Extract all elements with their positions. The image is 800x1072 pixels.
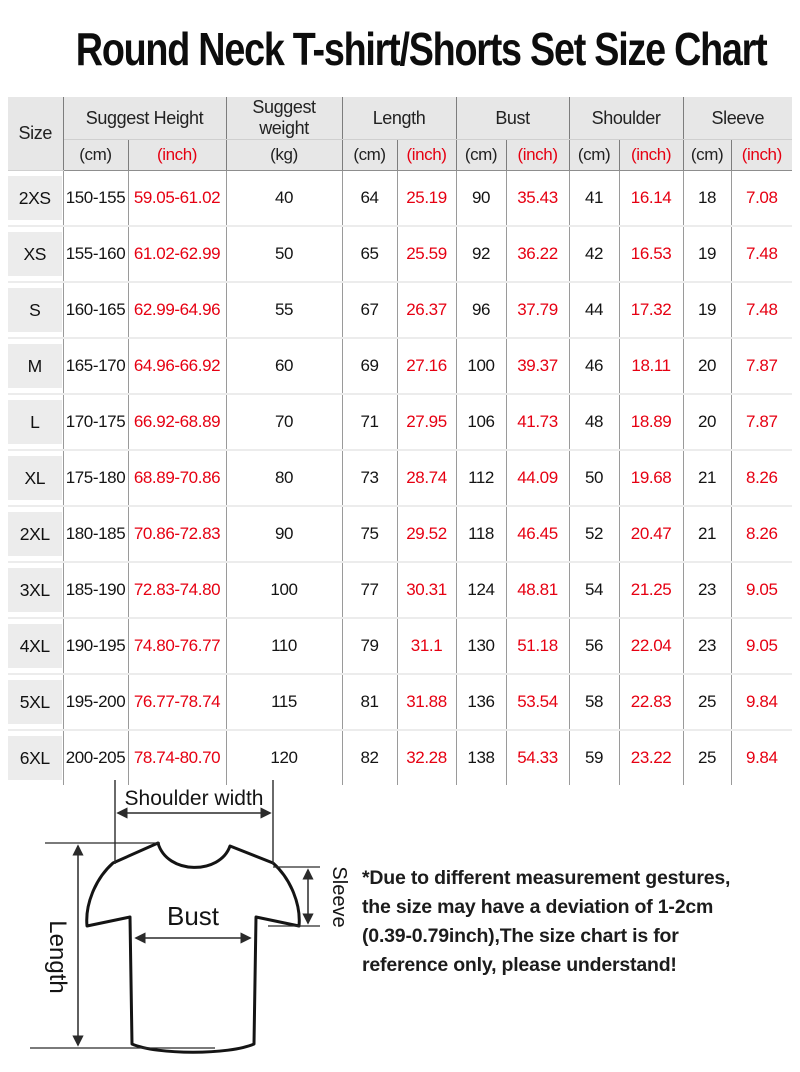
value-cell: 18.89 xyxy=(619,394,683,450)
unit-length-cm: (cm) xyxy=(342,140,397,171)
value-cell: 80 xyxy=(226,450,342,506)
value-cell: 71 xyxy=(342,394,397,450)
value-cell: 65 xyxy=(342,226,397,282)
size-label: M xyxy=(8,344,62,388)
unit-bust-inch: (inch) xyxy=(506,140,569,171)
table-row xyxy=(8,226,792,282)
value-cell: 76.77-78.74 xyxy=(128,674,226,730)
bust-label: Bust xyxy=(166,901,220,931)
value-cell: 82 xyxy=(342,730,397,785)
value-cell: 112 xyxy=(456,450,506,506)
value-cell: 160-165 xyxy=(63,282,128,338)
measurement-note xyxy=(362,864,792,980)
value-cell: 64.96-66.92 xyxy=(128,338,226,394)
table-row xyxy=(8,618,792,674)
size-cell xyxy=(8,282,63,338)
tshirt-measurement-diagram xyxy=(20,778,365,1070)
value-cell: 18.11 xyxy=(619,338,683,394)
note-line-3: (0.39-0.79inch),The size chart is for xyxy=(362,925,679,947)
table-row xyxy=(8,674,792,730)
value-cell: 22.04 xyxy=(619,618,683,674)
value-cell: 48.81 xyxy=(506,562,569,618)
value-cell: 51.18 xyxy=(506,618,569,674)
size-label: 6XL xyxy=(8,736,62,780)
value-cell: 90 xyxy=(226,506,342,562)
value-cell: 19 xyxy=(683,282,731,338)
unit-shoulder-inch: (inch) xyxy=(619,140,683,171)
value-cell: 78.74-80.70 xyxy=(128,730,226,785)
value-cell: 35.43 xyxy=(506,171,569,227)
table-row xyxy=(8,506,792,562)
value-cell: 46.45 xyxy=(506,506,569,562)
value-cell: 170-175 xyxy=(63,394,128,450)
header-suggest-weight: Suggest weight xyxy=(226,97,342,140)
value-cell: 32.28 xyxy=(397,730,456,785)
value-cell: 64 xyxy=(342,171,397,227)
value-cell: 31.88 xyxy=(397,674,456,730)
value-cell: 100 xyxy=(456,338,506,394)
value-cell: 25.19 xyxy=(397,171,456,227)
value-cell: 23 xyxy=(683,618,731,674)
value-cell: 37.79 xyxy=(506,282,569,338)
value-cell: 9.05 xyxy=(731,618,792,674)
value-cell: 79 xyxy=(342,618,397,674)
unit-weight-kg: (kg) xyxy=(226,140,342,171)
value-cell: 130 xyxy=(456,618,506,674)
value-cell: 7.87 xyxy=(731,394,792,450)
header-size: Size xyxy=(8,97,63,171)
value-cell: 19 xyxy=(683,226,731,282)
value-cell: 20 xyxy=(683,338,731,394)
value-cell: 74.80-76.77 xyxy=(128,618,226,674)
value-cell: 7.48 xyxy=(731,226,792,282)
value-cell: 26.37 xyxy=(397,282,456,338)
value-cell: 67 xyxy=(342,282,397,338)
table-header xyxy=(8,97,792,171)
value-cell: 75 xyxy=(342,506,397,562)
value-cell: 29.52 xyxy=(397,506,456,562)
length-label: Length xyxy=(44,920,71,994)
value-cell: 21.25 xyxy=(619,562,683,618)
header-group-row xyxy=(8,97,792,140)
table-row xyxy=(8,171,792,227)
page-title-text: Round Neck T-shirt/Shorts Set Size Chart xyxy=(75,23,767,75)
value-cell: 16.53 xyxy=(619,226,683,282)
size-cell xyxy=(8,226,63,282)
unit-sleeve-inch: (inch) xyxy=(731,140,792,171)
value-cell: 18 xyxy=(683,171,731,227)
size-label: L xyxy=(8,400,62,444)
value-cell: 73 xyxy=(342,450,397,506)
value-cell: 106 xyxy=(456,394,506,450)
value-cell: 120 xyxy=(226,730,342,785)
value-cell: 22.83 xyxy=(619,674,683,730)
size-label: XL xyxy=(8,456,62,500)
size-chart-table xyxy=(8,97,792,785)
value-cell: 8.26 xyxy=(731,450,792,506)
value-cell: 42 xyxy=(569,226,619,282)
value-cell: 55 xyxy=(226,282,342,338)
value-cell: 9.84 xyxy=(731,674,792,730)
value-cell: 21 xyxy=(683,450,731,506)
tshirt-outline xyxy=(87,843,300,1052)
size-label: 4XL xyxy=(8,624,62,668)
value-cell: 25.59 xyxy=(397,226,456,282)
size-cell xyxy=(8,506,63,562)
value-cell: 61.02-62.99 xyxy=(128,226,226,282)
value-cell: 23.22 xyxy=(619,730,683,785)
value-cell: 20.47 xyxy=(619,506,683,562)
value-cell: 77 xyxy=(342,562,397,618)
value-cell: 39.37 xyxy=(506,338,569,394)
value-cell: 44.09 xyxy=(506,450,569,506)
value-cell: 7.87 xyxy=(731,338,792,394)
value-cell: 50 xyxy=(569,450,619,506)
value-cell: 200-205 xyxy=(63,730,128,785)
value-cell: 23 xyxy=(683,562,731,618)
value-cell: 36.22 xyxy=(506,226,569,282)
value-cell: 150-155 xyxy=(63,171,128,227)
value-cell: 59 xyxy=(569,730,619,785)
value-cell: 53.54 xyxy=(506,674,569,730)
value-cell: 16.14 xyxy=(619,171,683,227)
value-cell: 90 xyxy=(456,171,506,227)
table-row xyxy=(8,450,792,506)
value-cell: 59.05-61.02 xyxy=(128,171,226,227)
value-cell: 58 xyxy=(569,674,619,730)
value-cell: 25 xyxy=(683,730,731,785)
value-cell: 46 xyxy=(569,338,619,394)
value-cell: 115 xyxy=(226,674,342,730)
table-row xyxy=(8,338,792,394)
value-cell: 60 xyxy=(226,338,342,394)
value-cell: 7.48 xyxy=(731,282,792,338)
value-cell: 20 xyxy=(683,394,731,450)
table-row xyxy=(8,562,792,618)
size-label: S xyxy=(8,288,62,332)
size-cell xyxy=(8,171,63,227)
unit-shoulder-cm: (cm) xyxy=(569,140,619,171)
size-label: 2XS xyxy=(8,176,62,220)
value-cell: 44 xyxy=(569,282,619,338)
size-cell xyxy=(8,730,63,785)
note-line-1: *Due to different measurement gestures, xyxy=(362,867,731,889)
value-cell: 136 xyxy=(456,674,506,730)
size-label: 3XL xyxy=(8,568,62,612)
value-cell: 92 xyxy=(456,226,506,282)
value-cell: 96 xyxy=(456,282,506,338)
value-cell: 41 xyxy=(569,171,619,227)
value-cell: 27.95 xyxy=(397,394,456,450)
table-row xyxy=(8,394,792,450)
value-cell: 17.32 xyxy=(619,282,683,338)
value-cell: 7.08 xyxy=(731,171,792,227)
note-line-2: the size may have a deviation of 1-2cm xyxy=(362,896,714,918)
tshirt-diagram-svg xyxy=(20,778,365,1070)
value-cell: 72.83-74.80 xyxy=(128,562,226,618)
value-cell: 190-195 xyxy=(63,618,128,674)
value-cell: 155-160 xyxy=(63,226,128,282)
value-cell: 31.1 xyxy=(397,618,456,674)
value-cell: 69 xyxy=(342,338,397,394)
shoulder-width-label: Shoulder width xyxy=(124,787,264,810)
value-cell: 175-180 xyxy=(63,450,128,506)
size-label: XS xyxy=(8,232,62,276)
page-title xyxy=(0,22,800,76)
value-cell: 100 xyxy=(226,562,342,618)
unit-bust-cm: (cm) xyxy=(456,140,506,171)
value-cell: 9.05 xyxy=(731,562,792,618)
value-cell: 118 xyxy=(456,506,506,562)
value-cell: 30.31 xyxy=(397,562,456,618)
table-row xyxy=(8,730,792,785)
value-cell: 124 xyxy=(456,562,506,618)
size-cell xyxy=(8,338,63,394)
header-shoulder: Shoulder xyxy=(569,97,683,140)
value-cell: 27.16 xyxy=(397,338,456,394)
header-sleeve: Sleeve xyxy=(683,97,792,140)
value-cell: 19.68 xyxy=(619,450,683,506)
unit-length-inch: (inch) xyxy=(397,140,456,171)
value-cell: 52 xyxy=(569,506,619,562)
size-cell xyxy=(8,394,63,450)
value-cell: 25 xyxy=(683,674,731,730)
value-cell: 40 xyxy=(226,171,342,227)
value-cell: 48 xyxy=(569,394,619,450)
value-cell: 68.89-70.86 xyxy=(128,450,226,506)
value-cell: 56 xyxy=(569,618,619,674)
table-row xyxy=(8,282,792,338)
value-cell: 28.74 xyxy=(397,450,456,506)
unit-height-cm: (cm) xyxy=(63,140,128,171)
value-cell: 165-170 xyxy=(63,338,128,394)
size-label: 2XL xyxy=(8,512,62,556)
value-cell: 185-190 xyxy=(63,562,128,618)
value-cell: 195-200 xyxy=(63,674,128,730)
header-length: Length xyxy=(342,97,456,140)
value-cell: 54.33 xyxy=(506,730,569,785)
unit-sleeve-cm: (cm) xyxy=(683,140,731,171)
size-cell xyxy=(8,674,63,730)
value-cell: 110 xyxy=(226,618,342,674)
header-unit-row xyxy=(8,140,792,171)
header-suggest-height: Suggest Height xyxy=(63,97,226,140)
value-cell: 9.84 xyxy=(731,730,792,785)
value-cell: 66.92-68.89 xyxy=(128,394,226,450)
value-cell: 180-185 xyxy=(63,506,128,562)
size-cell xyxy=(8,618,63,674)
value-cell: 8.26 xyxy=(731,506,792,562)
value-cell: 54 xyxy=(569,562,619,618)
size-table-body xyxy=(8,171,792,786)
value-cell: 138 xyxy=(456,730,506,785)
unit-height-inch: (inch) xyxy=(128,140,226,171)
value-cell: 70.86-72.83 xyxy=(128,506,226,562)
sleeve-label: Sleeve xyxy=(328,866,350,928)
note-line-4: reference only, please understand! xyxy=(362,954,677,976)
value-cell: 41.73 xyxy=(506,394,569,450)
value-cell: 81 xyxy=(342,674,397,730)
value-cell: 50 xyxy=(226,226,342,282)
value-cell: 21 xyxy=(683,506,731,562)
size-label: 5XL xyxy=(8,680,62,724)
size-cell xyxy=(8,450,63,506)
value-cell: 62.99-64.96 xyxy=(128,282,226,338)
value-cell: 70 xyxy=(226,394,342,450)
size-cell xyxy=(8,562,63,618)
header-bust: Bust xyxy=(456,97,569,140)
